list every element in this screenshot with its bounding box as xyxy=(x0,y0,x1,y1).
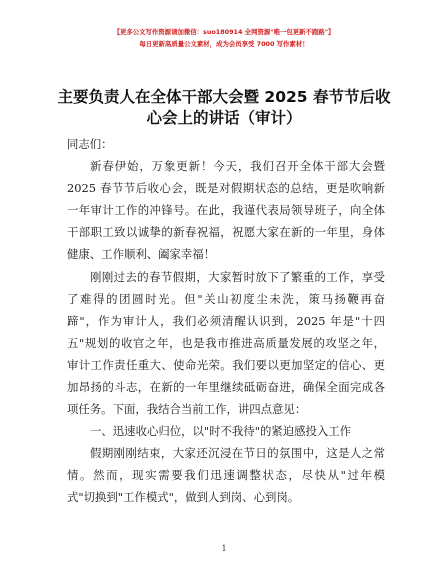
paragraph-2-line: 审计工作责任重大、使命光荣。我们要以更加坚定的信心、更 xyxy=(67,358,385,372)
salutation: 同志们： xyxy=(67,137,113,151)
paragraph-2-line: 加昂扬的斗志，在新的一年里继续砥砺奋进，确保全面完成各 xyxy=(67,380,385,394)
document-title-line-1: 主要负责人在全体干部大会暨 2025 春节节后收 xyxy=(57,88,391,106)
paragraph-2-line: 了难得的团圆时光。但"关山初度尘未洗，策马扬鞭再奋 xyxy=(67,292,385,306)
paragraph-3-line: 情。然而，现实需要我们迅速调整状态，尽快从"过年模 xyxy=(67,468,385,482)
paragraph-1-line: 2025 春节节后收心会，既是对假期状态的总结，更是吹响新 xyxy=(67,181,385,195)
promo-banner-line-2: 每日更新高质量公文素材，成为会员享受 7000 写作素材！ xyxy=(139,40,309,48)
paragraph-1-line: 一年审计工作的冲锋号。在此，我谨代表局领导班子，向全体 xyxy=(67,203,385,217)
paragraph-3-line: 式"切换到"工作模式"，做到人到岗、心到岗。 xyxy=(67,490,300,504)
document-title-line-2: 心会上的讲话（审计） xyxy=(146,109,302,127)
paragraph-1-line: 健康、工作顺利、阖家幸福！ xyxy=(67,247,216,261)
page-number: 1 xyxy=(221,544,227,553)
paragraph-1-line: 干部职工致以诚挚的新春祝福，祝愿大家在新的一年里，身体 xyxy=(67,225,385,239)
paragraph-2-line: 五"规划的收官之年，也是我市推进高质量发展的攻坚之年， xyxy=(67,336,385,350)
paragraph-2-line: 刚刚过去的春节假期，大家暂时放下了繁重的工作，享受 xyxy=(90,270,385,284)
paragraph-3-line: 假期刚刚结束，大家还沉浸在节日的氛围中，这是人之常 xyxy=(90,446,385,460)
promo-banner-line-1: 【更多公文写作资源请加微信：suo180914 全网资源"唯一包更新不跑路"】 xyxy=(113,28,335,36)
section-heading-1: 一、迅速收心归位，以"时不我待"的紧迫感投入工作 xyxy=(90,424,352,438)
paragraph-2-line: 项任务。下面，我结合当前工作，讲四点意见： xyxy=(67,402,307,416)
paragraph-2-line: 蹄"，作为审计人，我们必须清醒认识到，2025 年是"十四 xyxy=(67,314,385,328)
paragraph-1-line: 新春伊始，万象更新！今天，我们召开全体干部大会暨 xyxy=(90,159,385,173)
